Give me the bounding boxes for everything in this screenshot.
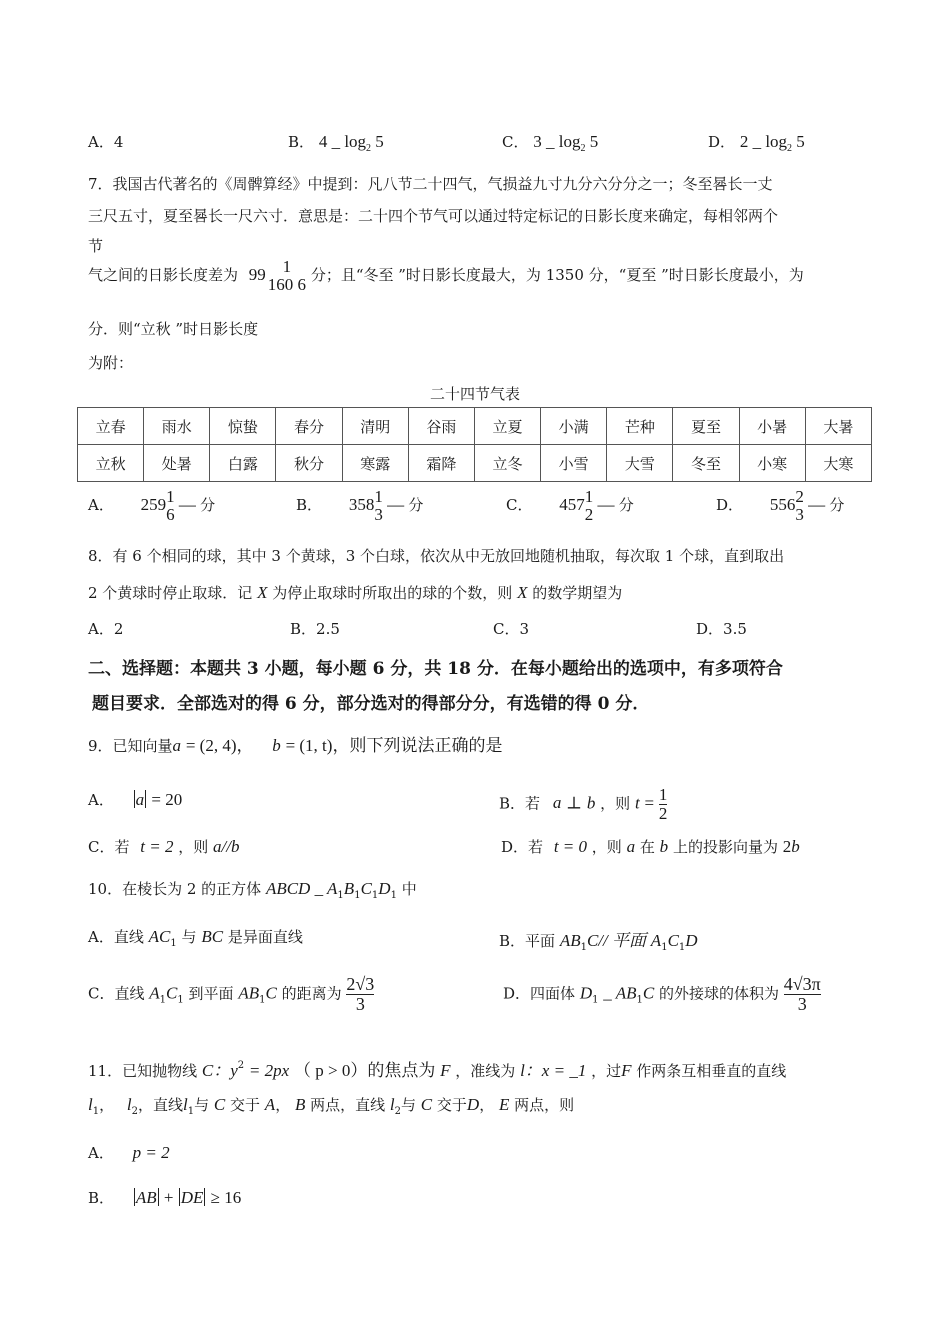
table-cell: 霜降 (408, 445, 474, 482)
q6-option-c-expr: 3 _ $\log_2 5$ (533, 132, 599, 154)
table-cell: 秋分 (276, 445, 342, 482)
table-cell: 春分 (276, 408, 342, 445)
q9-option-a: A． a = 20 (88, 790, 183, 809)
q8-option-b: B．2.5 (290, 620, 340, 638)
q10-option-d: D．四面体 $D_1$ _ $AB_1C$ 的外接球的体积为 $\frac{4√3\pi}{3}$ (503, 974, 821, 1014)
vector-b: b (272, 736, 281, 755)
table-cell: 白露 (210, 445, 276, 482)
q7-line-2: 三尺五寸，夏至晷长一尺六寸．意思是：二十四个节气可以通过特定标记的日影长度来确定，每相邻两个 (88, 207, 779, 225)
q11-line-1: 11．已知抛物线 C：$y^2 = 2px$ （ p > 0）的焦点为 F ，准线为 l：x = _1 ，过F 作两条互相垂直的直线 (88, 1060, 787, 1080)
table-cell: 芒种 (607, 408, 673, 445)
q8-option-d: D．3.5 (696, 620, 747, 638)
table-cell: 大寒 (805, 445, 871, 482)
table-title: 二十四节气表 (429, 385, 520, 403)
q9-option-c: C．若 t = 2 ，则 a//b (88, 837, 240, 856)
table-cell: 冬至 (673, 445, 739, 482)
q7-line-6: 为附： (88, 354, 134, 372)
q11-option-b: B． AB + DE ≥ 16 (88, 1188, 242, 1207)
q7-line-4: 气之间的日影长度差为 99 1 160 6 分；且“冬至 ”时日影长度最大，为 1350 分，“夏至 ”时日影长度最小，为 (88, 257, 804, 294)
table-cell: 立冬 (474, 445, 540, 482)
table-cell: 立春 (78, 408, 144, 445)
q10-option-b: B．平面 $AB_1C//$ 平面 $A_1C_1D$ (499, 931, 698, 953)
solar-terms-table (77, 407, 872, 482)
q6-option-d (708, 131, 805, 154)
table-cell: 夏至 (673, 408, 739, 445)
table-row (78, 408, 872, 445)
q6-option-d-label: D． (708, 133, 736, 151)
q10-option-a: A．直线 $AC_1$ 与 BC 是异面直线 (88, 927, 303, 949)
q9-stem: 9．已知向量a = (2, 4)， b = (1, t)，则下列说法正确的是 (88, 736, 503, 755)
table-cell: 清明 (342, 408, 408, 445)
q11-line-2: $l_1$， $l_2$，直线$l_1$与 C 交于 A， B 两点，直线 $l_2$与 C 交于D， E 两点，则 (88, 1095, 575, 1117)
table-cell: 小满 (541, 408, 607, 445)
section2-line-2: 题目要求．全部选对的得 6 分，部分选对的得部分分，有选错的得 0 分． (92, 694, 650, 714)
table-cell: 大暑 (805, 408, 871, 445)
q6-option-c-label: C． (502, 133, 529, 151)
q6-option-d-expr: 2 _ $\log_2 5$ (739, 132, 805, 154)
table-cell: 小暑 (739, 408, 805, 445)
q7-line-3: 节 (88, 237, 104, 255)
q8-line-2: 2 个黄球时停止取球．记 X 为停止取球时所取出的球的个数，则 X 的数学期望为 (88, 583, 623, 602)
q6-option-b-expr: 4 _ $\log_2 5$ (318, 132, 384, 154)
q6-option-a: A．4 (88, 133, 124, 151)
table-cell: 惊蛰 (210, 408, 276, 445)
vector-a: a (172, 736, 182, 755)
q8-line-1: 8．有 6 个相同的球，其中 3 个黄球，3 个白球，依次从中无放回地随机抽取，每次取 1 个球，直到取出 (88, 547, 785, 565)
q7-option-c: C． 457 1 2 — 分 (506, 487, 634, 524)
q7-option-a: A． 259 1 6 — 分 (88, 487, 216, 524)
table-cell: 处暑 (144, 445, 210, 482)
section2-line-1: 二、选择题：本题共 3 小题，每小题 6 分，共 18 分．在每小题给出的选项中，有多项符合 (88, 659, 783, 679)
table-cell: 谷雨 (408, 408, 474, 445)
q6-option-c (502, 131, 598, 154)
q7-line-5: 分．则“立秋 ”时日影长度 (88, 320, 259, 338)
q7-diff-value: 99 1 160 6 (248, 257, 307, 294)
q9-option-d: D．若 t = 0 ，则 a 在 b 上的投影向量为 2b (501, 837, 800, 856)
q6-option-b-label: B． (288, 133, 315, 151)
q7-option-d: D． 556 2 3 — 分 (716, 487, 845, 524)
q7-option-b: B． 358 1 3 — 分 (296, 487, 424, 524)
q7-line-1: 7．我国古代著名的《周髀算经》中提到：凡八节二十四气，气损益九寸九分六分分之一；冬至晷长一丈 (88, 175, 773, 193)
table-cell: 寒露 (342, 445, 408, 482)
table-cell: 立秋 (78, 445, 144, 482)
q6-option-b (288, 131, 384, 154)
table-cell: 小寒 (739, 445, 805, 482)
table-cell: 大雪 (607, 445, 673, 482)
table-row (78, 445, 872, 482)
q10-stem: 10．在棱长为 2 的正方体 ABCD _ $A_1B_1C_1D_1$ 中 (88, 879, 417, 901)
table-cell: 立夏 (474, 408, 540, 445)
q9-option-b: B．若 a ⊥ b ，则 t = $\frac{1}{2}$ (499, 785, 668, 823)
q8-option-a: A．2 (88, 620, 124, 638)
q11-option-a: A． p = 2 (88, 1143, 170, 1162)
table-cell: 小雪 (541, 445, 607, 482)
q8-option-c: C．3 (493, 620, 530, 638)
q10-option-c: C．直线 $A_1C_1$ 到平面 $AB_1C$ 的距离为 $\frac{2√3}{3}$ (88, 974, 375, 1014)
table-cell: 雨水 (144, 408, 210, 445)
